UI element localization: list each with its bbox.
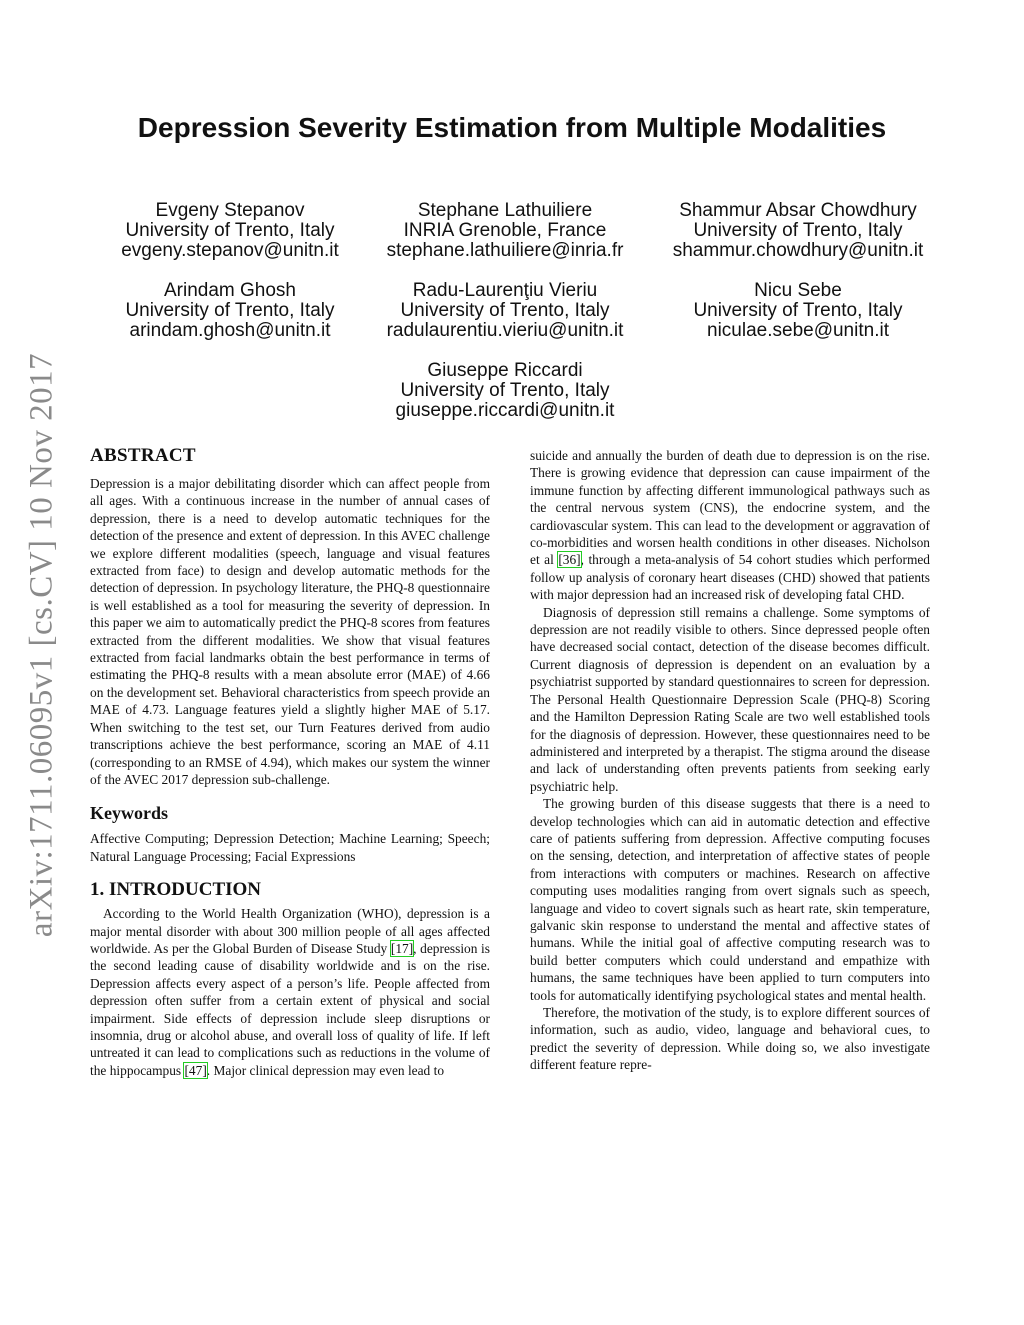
author-email: stephane.lathuiliere@inria.fr (386, 240, 624, 261)
author-affiliation: University of Trento, Italy (693, 220, 903, 241)
abstract-heading: ABSTRACT (90, 445, 196, 466)
keywords-heading: Keywords (90, 803, 168, 824)
intro-p2-text-b: , through a meta-analysis of 54 cohort studies which performed follow up analysis of coronary heart diseases (CHD) showed that patients with major depression had an increased risk of developing fatal CHD. (530, 552, 931, 603)
author-email: giuseppe.riccardi@unitn.it (395, 400, 615, 421)
author-name: Shammur Absar Chowdhury (679, 200, 917, 221)
author-name: Stephane Lathuiliere (417, 200, 593, 221)
author-block (648, 281, 948, 341)
intro-paragraph-2 (530, 447, 930, 604)
author-email: radulaurentiu.vieriu@unitn.it (386, 320, 624, 341)
citation-link[interactable]: [17] (390, 940, 414, 956)
intro-p1-text-c: . Major clinical depression may even lead to (206, 1062, 445, 1078)
author-block (355, 361, 655, 421)
introduction-heading: 1. INTRODUCTION (90, 879, 262, 901)
author-affiliation: University of Trento, Italy (400, 380, 610, 401)
author-block (355, 201, 655, 261)
author-name: Evgeny Stepanov (155, 200, 305, 221)
author-affiliation: University of Trento, Italy (693, 300, 903, 321)
author-affiliation: INRIA Grenoble, France (403, 220, 607, 241)
paper-title: Depression Severity Estimation from Multiple Modalities (137, 112, 887, 143)
abstract-text: Depression is a major debilitating disorder which can affect people from all ages. With a continuous increase in the number of annual cases of depression, there is a need to develop automatic techniques for the detection of the presence and extent of depression. In this AVEC challenge we explore different modalities (speech, language and visual features extracted from face) to design and develop automatic methods for the detection of depression. In psychology literature, the PHQ-8 questionnaire is well established as a tool for measuring the severity of depression. In this paper we aim to automatically predict the PHQ-8 scores from features extracted from the different modalities. We show that visual features extracted from facial landmarks obtain the best performance in terms of estimating the PHQ-8 results with a mean absolute error (MAE) of 4.66 on the development set. Behavioral characteristics from speech provide an MAE of 4.73. Language features yield a slightly higher MAE of 5.17. When switching to the test set, our Turn Features derived from audio transcriptions achieve the best performance, scoring an MAE of 4.11 (corresponding to an RMSE of 4.94), which makes our system the winner of the AVEC 2017 depression sub-challenge. (90, 476, 490, 787)
arxiv-stamp-text: arXiv:1711.06095v1 [cs.CV] 10 Nov 2017 (23, 352, 60, 938)
author-email: niculae.sebe@unitn.it (707, 320, 889, 341)
intro-paragraph-3: Diagnosis of depression still remains a challenge. Some symptoms of depression are not readily visible to others. Since depressed people often have decreased social contact, detection of the disease becomes difficult. Current diagnosis of depression is dependent on an evaluation by a psychiatrist supported by standard questionnaires to screen for depression. The Personal Health Questionnaire Depression Scale (PHQ-8) Scoring and the Hamilton Depression Rating Scale are two well established tools for the diagnosis of depression. However, these questionnaires need to be administered and interpreted by a therapist. The stigma around the disease and lack of understanding often prevents patients from seeking early psychiatric help. (530, 604, 930, 794)
intro-paragraph-5: Therefore, the motivation of the study, is to explore different sources of information, such as audio, video, language and behavioral cues, to predict the severity of depression. While doing so, we also investigate different feature repre- (530, 1005, 930, 1073)
right-column (530, 447, 930, 1074)
author-block (80, 201, 380, 261)
intro-paragraph-4: The growing burden of this disease suggests that there is a need to develop technologies which can aid in automatic detection and effective care of patients suffering from depression. Affective computing focuses on the sensing, detection, and interpretation of affective states of people from interactions with computers or machines. Research on affective computing uses modalities ranging from overt signals such as speech, language and video to covert signals such as heart rate, skin temperature, galvanic skin response to understand the mental and affective states of humans. While the initial goal of affective computing research was to build better computers which could understand and empathize with humans, the same techniques have been applied to turn computers into tools for automatically identifying psychological states and mental health. (530, 796, 930, 1003)
author-affiliation: University of Trento, Italy (400, 300, 610, 321)
arxiv-stamp (0, 0, 90, 1325)
author-block (648, 201, 948, 261)
keywords-text: Affective Computing; Depression Detection; Machine Learning; Speech; Natural Language Processing; Facial Expressions (90, 831, 490, 864)
author-affiliation: University of Trento, Italy (125, 300, 335, 321)
author-name: Giuseppe Riccardi (427, 360, 583, 381)
intro-p2-text-a: suicide and annually the burden of death due to depression is on the rise. There is growing evidence that depression can cause impairment of the immune function by affecting different immunological pathways such as the central nervous system (CNS), the endocrine system, and the cardiovascular system. This can lead to the development or aggravation of co-morbidities and worsen health conditions in other diseases. Nicholson et al (530, 448, 930, 568)
intro-p1-text-a: According to the World Health Organization (WHO), depression is a major mental disorder with about 300 million people of all ages affected worldwide. As per the Global Burden of Disease Study (90, 906, 490, 956)
author-name: Arindam Ghosh (163, 280, 296, 301)
author-email: evgeny.stepanov@unitn.it (121, 240, 339, 261)
intro-paragraph-1 (90, 905, 490, 1079)
intro-p1-text-b: , depression is the second leading cause of disability worldwide and is on the rise. Depression affects every aspect of a person’s life. People affected from depression often suffer from a certain extent of physical and social impairment. Side effects of depression include sleep disruptions or insomnia, drug or alcohol abuse, and overall loss of quality of life. If left untreated it can lead to complications such as reductions in the volume of the hippocampus (90, 940, 490, 1078)
author-email: shammur.chowdhury@unitn.it (672, 240, 924, 261)
citation-link[interactable]: [36] (558, 552, 581, 568)
author-block (80, 281, 380, 341)
author-block (355, 281, 655, 341)
author-email: arindam.ghosh@unitn.it (129, 320, 331, 341)
author-name: Nicu Sebe (754, 280, 842, 301)
left-column (90, 445, 490, 1079)
citation-link[interactable]: [47] (184, 1062, 207, 1078)
author-name: Radu-Laurenţiu Vieriu (412, 280, 598, 301)
author-affiliation: University of Trento, Italy (125, 220, 335, 241)
